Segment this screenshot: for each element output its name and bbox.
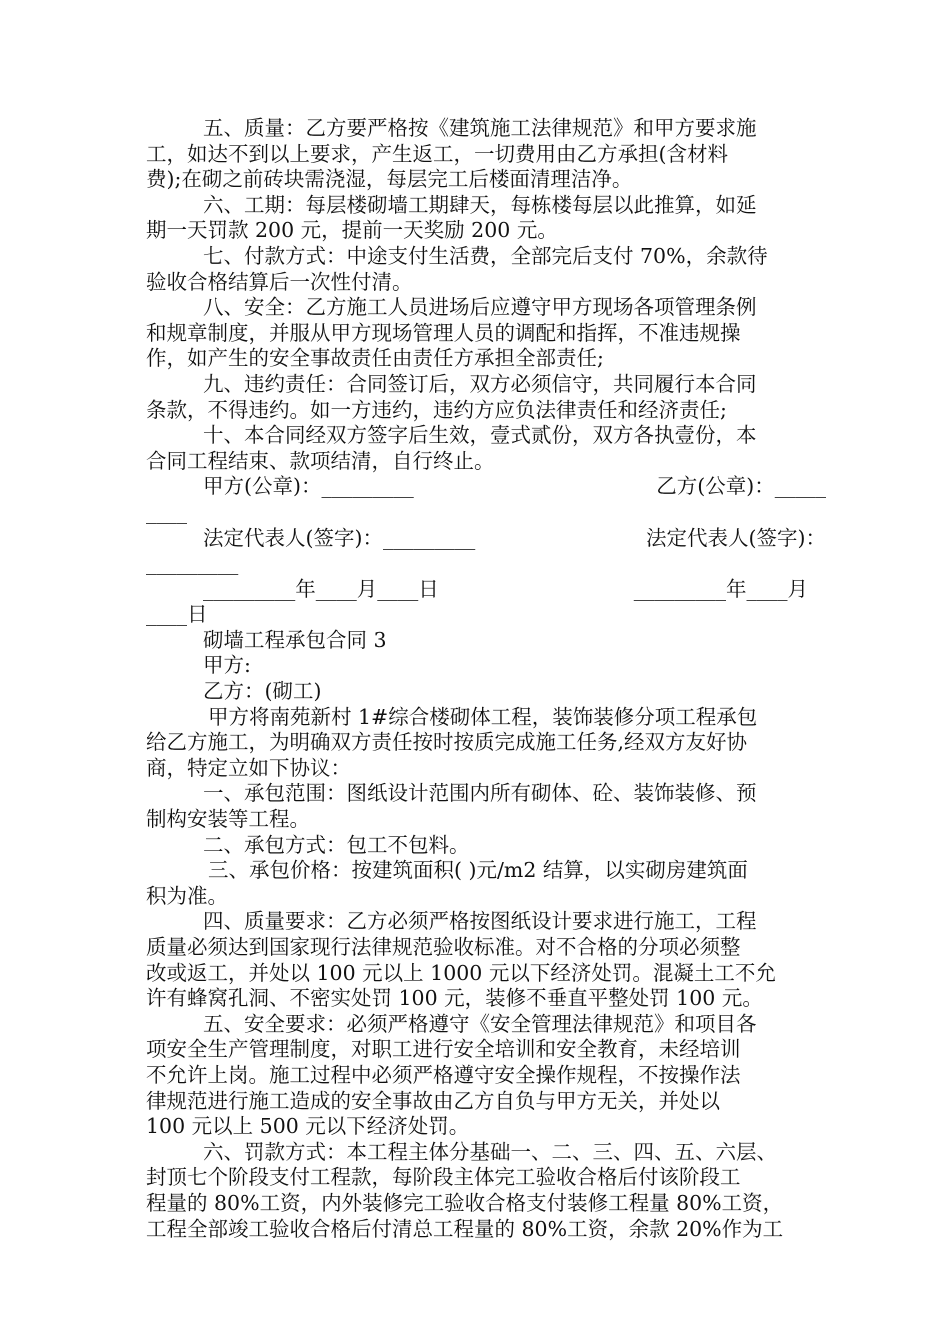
- clause-10-effect-line1: 十、本合同经双方签字后生效，壹式贰份，双方各执壹份，本: [203, 423, 757, 448]
- clause-5-quality-line2: 工，如达不到以上要求，产生返工，一切费用由乙方承担(含材料: [146, 141, 728, 166]
- penalty-clause-line1: 六、罚款方式：本工程主体分基础一、二、三、四、五、六层、: [203, 1139, 777, 1164]
- party-a-label: 甲方:: [203, 653, 251, 678]
- scope-clause-line2: 制构安装等工程。: [146, 807, 310, 832]
- price-clause-line1: 三、承包价格：按建筑面积( )元/m2 结算，以实砌房建筑面: [208, 858, 748, 883]
- clause-10-effect-line2: 合同工程结束、款项结清，自行终止。: [146, 448, 495, 473]
- safety-clause-line4: 律规范进行施工造成的安全事故由乙方自负与甲方无关，并处以: [146, 1088, 720, 1113]
- quality-clause-line3: 改或返工，并处以 100 元以上 1000 元以下经济处罚。混凝土工不允: [146, 960, 776, 985]
- signature-seal-row: [146, 474, 826, 500]
- clause-5-quality-line3: 费);在砌之前砖块需浇湿，每层完工后楼面清理洁净。: [146, 167, 633, 192]
- signature-representative-row: [146, 526, 826, 552]
- clause-9-breach-line1: 九、违约责任：合同签订后，双方必须信守，共同履行本合同: [203, 371, 757, 396]
- preamble-line2: 给乙方施工，为明确双方责任按时按质完成施工任务,经双方友好协: [146, 730, 748, 755]
- clause-7-payment-line2: 验收合格结算后一次性付清。: [146, 269, 413, 294]
- price-clause-line2: 积为准。: [146, 883, 228, 908]
- quality-clause-line2: 质量必须达到国家现行法律规范验收标准。对不合格的分项必须整: [146, 935, 741, 959]
- safety-clause-line1: 五、安全要求：必须严格遵守《安全管理法律规范》和项目各: [203, 1011, 757, 1036]
- party-b-date-field: _________年____月: [633, 576, 808, 601]
- penalty-clause-line2: 封顶七个阶段支付工程款，每阶段主体完工验收合格后付该阶段工: [146, 1165, 741, 1190]
- party-b-representative-field-cont: _________: [146, 551, 239, 576]
- clause-6-schedule-line2: 期一天罚款 200 元，提前一天奖励 200 元。: [146, 218, 558, 243]
- party-a-date-field: _________年____月____日: [203, 576, 439, 601]
- party-a-representative-field: 法定代表人(签字)：_________: [203, 525, 476, 550]
- party-b-seal-field-cont: ____: [146, 499, 187, 524]
- safety-clause-line5: 100 元以上 500 元以下经济处罚。: [146, 1114, 470, 1139]
- party-b-seal-field: 乙方(公章)：_____: [656, 474, 826, 499]
- party-b-date-field-cont: ____日: [146, 602, 208, 627]
- party-a-seal-field: 甲方(公章)：_________: [203, 474, 414, 499]
- scope-clause-line1: 一、承包范围：图纸设计范围内所有砌体、砼、装饰装修、预: [203, 781, 757, 806]
- penalty-clause-line4: 工程全部竣工验收合格后付清总工程量的 80%工资，余款 20%作为工: [146, 1216, 784, 1241]
- safety-clause-line2: 项安全生产管理制度，对职工进行安全培训和安全教育，未经培训: [146, 1037, 741, 1062]
- quality-clause-line1: 四、质量要求：乙方必须严格按图纸设计要求进行施工，工程: [203, 909, 757, 934]
- quality-clause-line4: 许有蜂窝孔洞、不密实处罚 100 元，装修不垂直平整处罚 100 元。: [146, 986, 763, 1011]
- party-b-representative-field: 法定代表人(签字)：: [646, 525, 826, 550]
- mode-clause-line1: 二、承包方式：包工不包料。: [203, 832, 470, 857]
- document-page: [146, 116, 826, 1242]
- clause-8-safety-line2: 和规章制度，并服从甲方现场管理人员的调配和指挥，不准违规操: [146, 320, 741, 345]
- contract-3-title: 砌墙工程承包合同 3: [203, 627, 387, 652]
- safety-clause-line3: 不允许上岗。施工过程中必须严格遵守安全操作规程，不按操作法: [146, 1062, 741, 1087]
- clause-8-safety-line1: 八、安全：乙方施工人员进场后应遵守甲方现场各项管理条例: [203, 295, 757, 320]
- clause-8-safety-line3: 作，如产生的安全事故责任由责任方承担全部责任;: [146, 346, 604, 371]
- preamble-line1: 甲方将南苑新村 1#综合楼砌体工程，装饰装修分项工程承包: [208, 704, 758, 729]
- clause-9-breach-line2: 条款，不得违约。如一方违约，违约方应负法律责任和经济责任;: [146, 397, 727, 422]
- clause-5-quality-line1: 五、质量：乙方要严格按《建筑施工法律规范》和甲方要求施: [203, 116, 757, 140]
- preamble-line3: 商，特定立如下协议：: [146, 755, 351, 780]
- clause-7-payment-line1: 七、付款方式：中途支付生活费，全部完后支付 70%，余款待: [203, 243, 768, 268]
- clause-6-schedule-line1: 六、工期：每层楼砌墙工期肆天，每栋楼每层以此推算，如延: [203, 192, 757, 217]
- signature-date-row: [146, 577, 826, 603]
- party-b-label: 乙方：(砌工): [203, 679, 322, 704]
- penalty-clause-line3: 程量的 80%工资，内外装修完工验收合格支付装修工程量 80%工资，: [146, 1190, 784, 1215]
